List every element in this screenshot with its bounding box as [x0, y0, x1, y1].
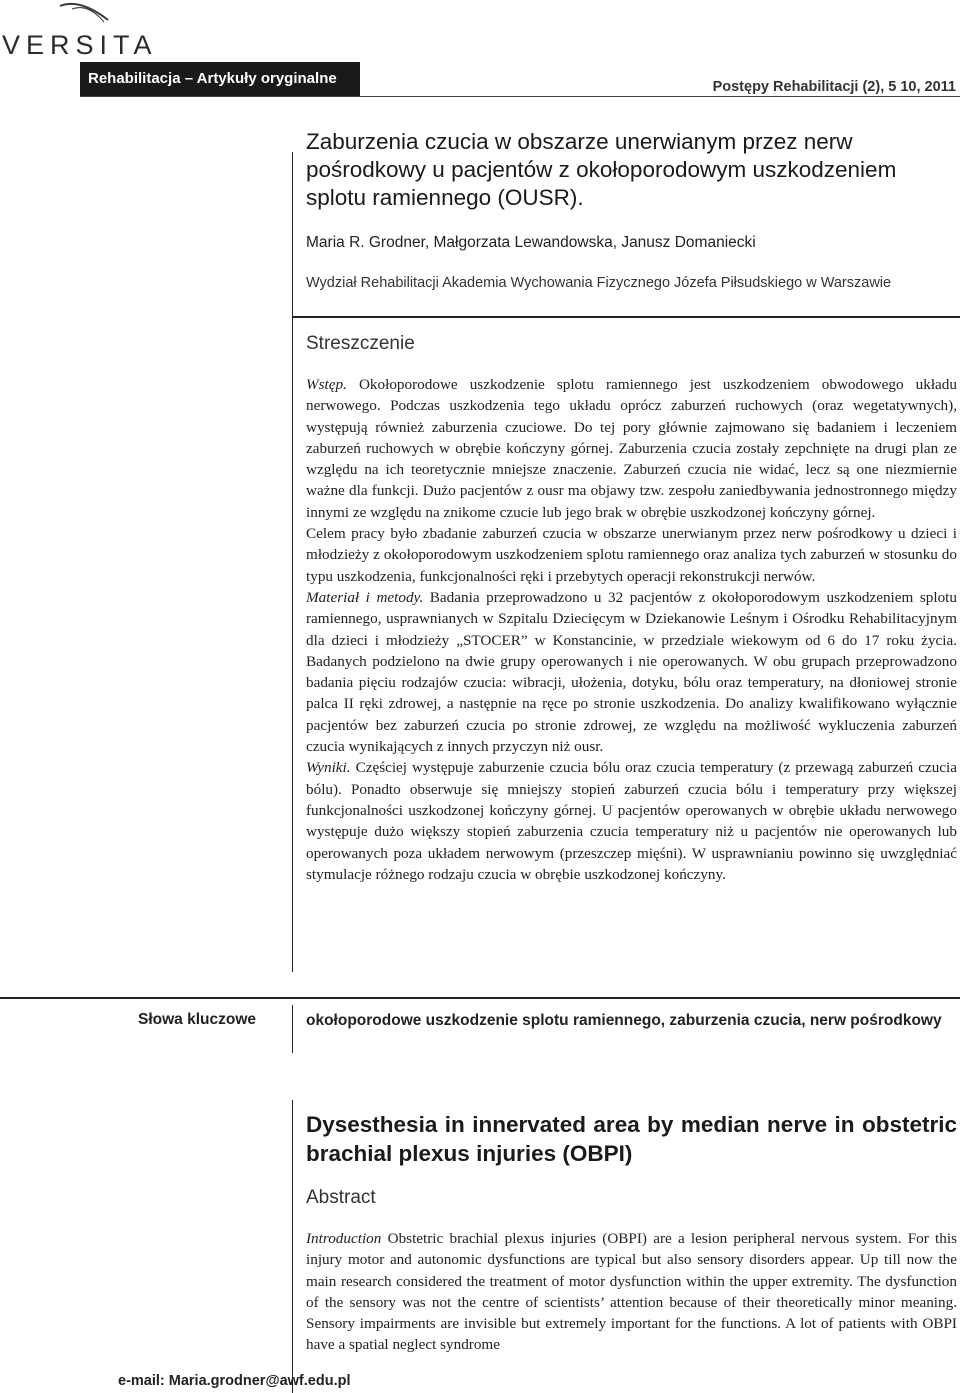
streszczenie-body — [306, 374, 957, 885]
left-bar-top — [292, 152, 293, 972]
abstract-heading: Abstract — [306, 1187, 376, 1208]
contact-email: e-mail: Maria.grodner@awf.edu.pl — [118, 1373, 351, 1389]
text-methods: Badania przeprowadzono u 32 pacjentów z okołoporodowym uszkodzeniem splotu ramiennego, usprawnianych w Szpitalu Dziecięcym w Dziekanowie Leśnym i Ośrodku Rehabilitacyjnym dla dzieci i młodzieży „STOCER” w Konstancinie, w przedziale wiekowym od 6 do 17 roku życia. Badanych podzielono na dwie grupy operowanych i nie operowanych. W obu grupach przeprowadzono badania pięciu rodzajów czucia: wibracji, ułożenia, dotyku, bólu oraz temperatury, na dłoniowej stronie palca II ręki zdrowej, a następnie na ręce po stronie uszkodzenia. Do analizy kwalifikowano wyłącznie pacjentów bez zaburzeń czucia po stronie zdrowej, ze względu na możliwość wykluczenia zaburzeń czucia wynikających z innych przyczyn niż ousr. — [306, 588, 957, 756]
rule-under-affiliation — [292, 316, 960, 318]
left-bar-bottom — [292, 1100, 293, 1393]
authors: Maria R. Grodner, Małgorzata Lewandowska, Janusz Domaniecki — [306, 234, 756, 251]
logo-arc-icon — [0, 0, 140, 34]
article-title: Zaburzenia czucia w obszarze unerwianym przez nerw pośrodkowy u pacjentów z okołoporodowym uszkodzeniem splotu ramiennego (OUSR). — [306, 129, 897, 210]
english-title: Dysesthesia in innervated area by median nerve in obstetric brachial plexus injuries (OBPI) — [306, 1112, 957, 1166]
text-results: Częściej występuje zaburzenie czucia bólu oraz czucia temperatury (z przewagą zaburzeń czucia bólu). Ponadto obserwuje się mniejszy stopień zaburzeń czucia bólu i temperatury przy większej funkcjonalności uszkodzonej kończyny górnej. U pacjentów operowanych w obrębie układu nerwowego występuje dużo większy stopień zaburzenia czucia temperatury niż u pacjentów nie operowanych lub operowanych poza układem nerwowym (przeszczep mięśni). W usprawnianiu powinno się uwzględniać stymulacje różnego rodzaju czucia w obrębie uszkodzonej kończyny. — [306, 759, 957, 883]
streszczenie-heading: Streszczenie — [306, 333, 415, 354]
abstract-body — [306, 1228, 957, 1358]
keywords-text: okołoporodowe uszkodzenie splotu ramiennego, zaburzenia czucia, nerw pośrodkowy — [306, 1012, 942, 1029]
paragraph-intro — [306, 374, 957, 523]
affiliation: Wydział Rehabilitacji Akademia Wychowania Fizycznego Józefa Piłsudskiego w Warszawie — [306, 275, 892, 291]
label-wstep: Wstęp. — [306, 376, 347, 393]
paragraph-introduction — [306, 1228, 957, 1356]
keywords-label: Słowa kluczowe — [138, 1011, 257, 1028]
rule-above-keywords — [0, 997, 960, 999]
journal-reference: Postępy Rehabilitacji (2), 5 10, 2011 — [712, 79, 956, 95]
paragraph-aim: Celem pracy było zbadanie zaburzeń czucia w obszarze unerwianym przez nerw pośrodkowy u dzieci i młodzieży z okołoporodowym uszkodzeniem splotu ramiennego oraz analiza tych zaburzeń w stosunku do typu uszkodzenia, funkcjonalności ręki i przebytych operacji rekonstrukcji nerwów. — [306, 525, 957, 585]
text-wstep: Okołoporodowe uszkodzenie splotu ramiennego jest uszkodzeniem obwodowego układu nerwowego. Podczas uszkodzenia tego układu oprócz zaburzeń ruchowych (oraz wegetatywnych), występują również zaburzenia czuciowe. Do tej pory głównie zajmowano się badaniem i leczeniem zaburzeń ruchowych w obrębie kończyny górnej. Zaburzenia czucia zostały zepchnięte na drugi plan ze względu na ich teoretycznie mniejsze znaczenie. Zaburzeń czucia nie widać, lecz są one niezmiernie ważne dla funkcji. Dużo pacjentów z ousr ma objawy tzw. zespołu zaniedbywania jednostronnego między innymi ze względu na znikome czucie lub jego brak w obrębie uszkodzonej kończyny górnej. — [306, 376, 957, 521]
paragraph-methods — [306, 587, 957, 757]
logo-text: VERSITA — [2, 30, 158, 60]
label-results: Wyniki. — [306, 759, 351, 777]
keywords-bar — [292, 1005, 293, 1053]
versita-logo — [0, 0, 158, 62]
label-introduction: Introduction — [306, 1230, 382, 1247]
section-badge: Rehabilitacja – Artykuły oryginalne — [80, 62, 360, 96]
label-methods: Materiał i metody. — [306, 588, 424, 606]
text-introduction: Obstetric brachial plexus injuries (OBPI) are a lesion peripheral nervous system. For this injury motor and autonomic dysfunctions are typical but also sensory disorders appear. Up till now the main research considered the treatment of motor dysfunction within the upper extremity. The dysfunction of the sensory was not the centre of scientists’ attention because of their theoretically minor meaning. Sensory impairments are invisible but extremely important for the functions. A lot of patients with OBPI have a spatial neglect syndrome — [306, 1230, 957, 1354]
paragraph-results — [306, 757, 957, 885]
header-divider — [80, 96, 960, 97]
